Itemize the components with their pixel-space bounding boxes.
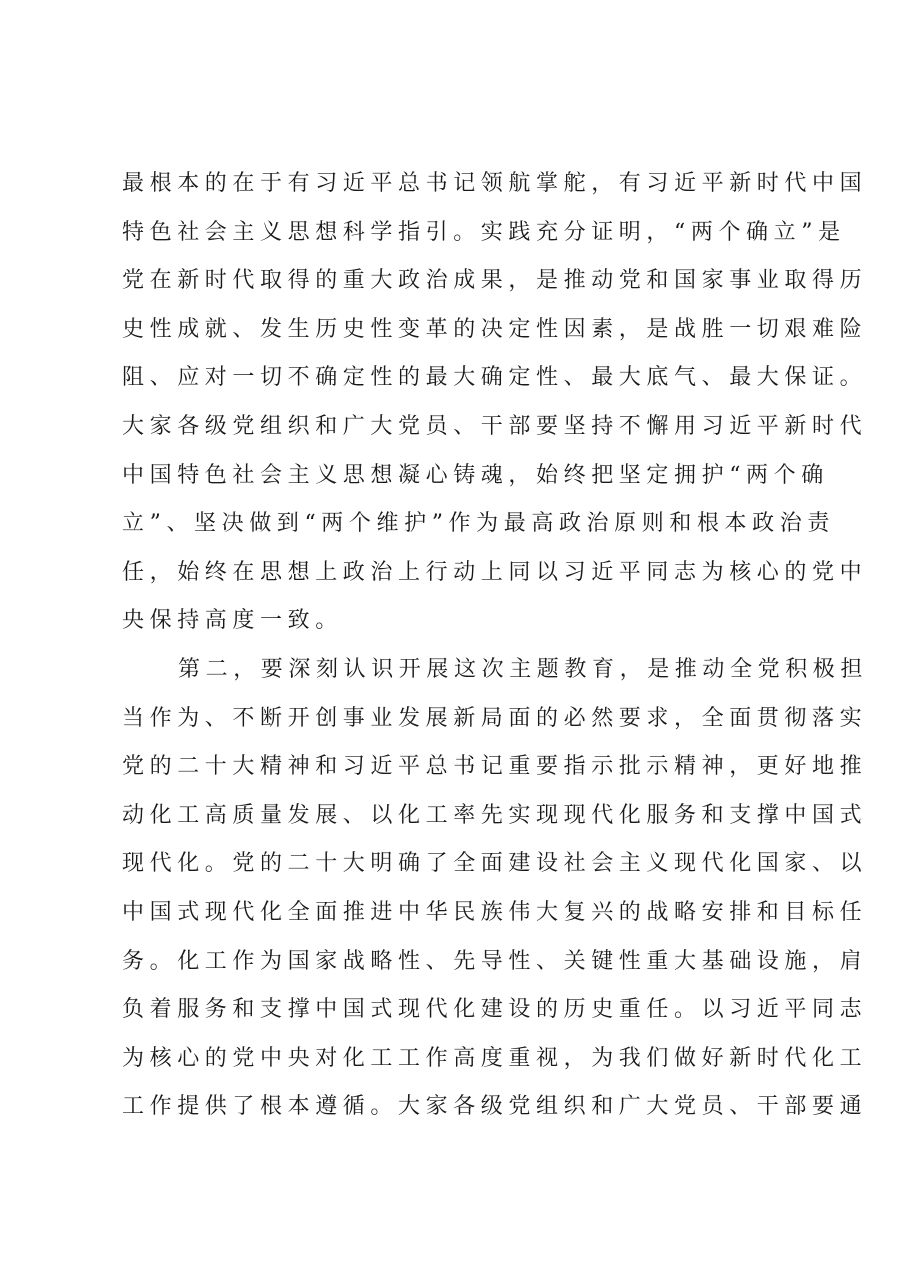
text-line: 当作为、不断开创事业发展新局面的必然要求，全面贯彻落实 [122,705,868,731]
text-line: 中国特色社会主义思想凝心铸魂，始终把坚定拥护“两个确 [122,462,829,488]
text-line: 党的二十大精神和习近平总书记重要指示批示精神，更好地推 [122,754,868,780]
body-text [122,160,869,1132]
text-line: 中国式现代化全面推进中华民族伟大复兴的战略安排和目标任 [122,899,868,925]
text-line: 动化工高质量发展、以化工率先实现现代化服务和支撑中国式 [122,802,868,828]
text-line: 务。化工作为国家战略性、先导性、关键性重大基础设施，肩 [122,948,868,974]
text-line: 工作提供了根本遵循。大家各级党组织和广大党员、干部要通 [122,1094,868,1120]
text-line: 大家各级党组织和广大党员、干部要坚持不懈用习近平新时代 [122,413,868,439]
text-line: 现代化。党的二十大明确了全面建设社会主义现代化国家、以 [122,851,868,877]
text-line: 阻、应对一切不确定性的最大确定性、最大底气、最大保证。 [122,365,868,391]
text-line: 最根本的在于有习近平总书记领航掌舵，有习近平新时代中国 [122,171,868,196]
text-line: 党在新时代取得的重大政治成果，是推动党和国家事业取得历 [122,268,868,294]
paragraph-start-line: 第二，要深刻认识开展这次主题教育，是推动全党积极担 [178,656,869,682]
text-line: 特色社会主义思想科学指引。实践充分证明，“两个确立”是 [122,219,846,245]
text-line: 立”、坚决做到“两个维护”作为最高政治原则和根本政治责 [122,511,835,537]
text-line: 为核心的党中央对化工工作高度重视，为我们做好新时代化工 [122,1045,868,1071]
text-line: 任，始终在思想上政治上行动上同以习近平同志为核心的党中 [122,559,868,585]
text-line: 史性成就、发生历史性变革的决定性因素，是战胜一切艰难险 [122,316,868,342]
text-line: 负着服务和支撑中国式现代化建设的历史重任。以习近平同志 [122,997,868,1023]
text-line: 央保持高度一致。 [122,608,343,634]
